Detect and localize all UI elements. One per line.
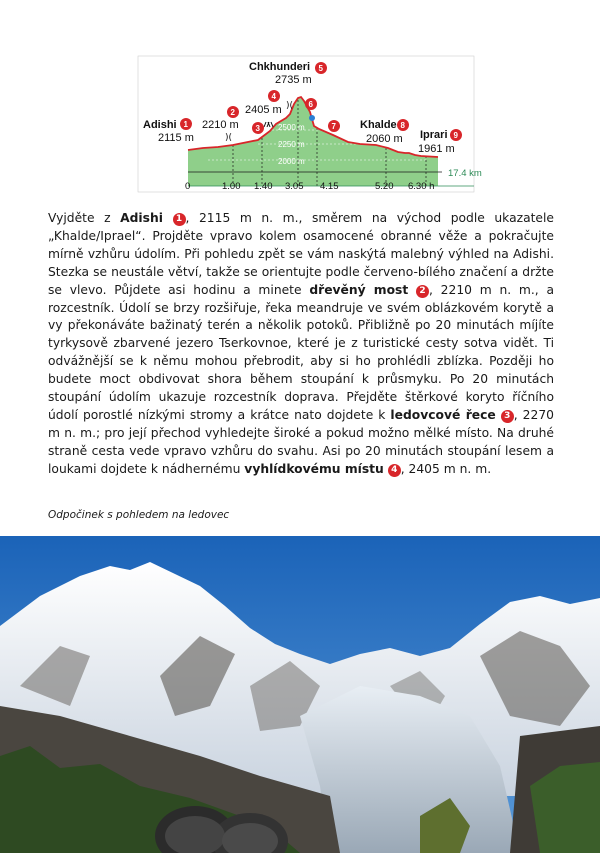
waypoint-marker bbox=[227, 106, 239, 118]
stop-name: Chkhunderi bbox=[249, 61, 311, 73]
waypoint-marker bbox=[305, 98, 317, 110]
time-tick: 0 bbox=[185, 181, 191, 192]
glacier-photo bbox=[0, 536, 600, 853]
grid-label-2000: 2000 m bbox=[278, 157, 305, 166]
svg-text:5: 5 bbox=[318, 64, 323, 73]
svg-text:7: 7 bbox=[331, 122, 336, 131]
time-tick: 5.20 bbox=[375, 181, 394, 192]
svg-text:2: 2 bbox=[230, 108, 235, 117]
waypoint-badge: 3 bbox=[501, 410, 514, 423]
waypoint-badge: 1 bbox=[173, 213, 186, 226]
waypoint-marker bbox=[397, 119, 409, 131]
time-tick: 1.00 bbox=[222, 181, 241, 192]
time-tick: 4.15 bbox=[320, 181, 339, 192]
waypoint-badge: 2 bbox=[416, 285, 429, 298]
waypoint-badge: 4 bbox=[388, 464, 401, 477]
waypoint-marker bbox=[315, 62, 327, 74]
svg-text:3: 3 bbox=[255, 124, 260, 133]
place-bridge: dřevěný most bbox=[309, 282, 409, 297]
svg-text:1: 1 bbox=[183, 120, 188, 129]
waypoint-marker bbox=[180, 118, 192, 130]
svg-text:6: 6 bbox=[308, 100, 313, 109]
stop-elevation: 2210 m bbox=[202, 119, 239, 131]
photo-caption: Odpočinek s pohledem na ledovec bbox=[48, 509, 230, 521]
place-adishi: Adishi bbox=[120, 211, 163, 225]
waypoint-marker bbox=[328, 120, 340, 132]
waypoint-marker bbox=[252, 122, 264, 134]
waypoint-marker bbox=[450, 129, 462, 141]
stop-name: Adishi bbox=[143, 119, 177, 131]
pass-icon: )( bbox=[286, 101, 294, 111]
time-tick: 1.40 bbox=[254, 181, 273, 192]
stop-name: Iprari bbox=[420, 129, 448, 141]
stop-elevation: 2115 m bbox=[158, 132, 194, 144]
svg-text:9: 9 bbox=[453, 131, 458, 140]
stop-elevation: 2060 m bbox=[366, 133, 403, 145]
distance-label: 17.4 km bbox=[448, 168, 482, 179]
bridge-icon: )( bbox=[225, 133, 233, 143]
waypoint-marker bbox=[268, 90, 280, 102]
route-description: Vyjděte z Adishi 1 , 2115 m n. m., směrem na východ podle ukazatele „Khalde/Iprael“. Projděte vpravo kolem osamocené obranné věže a pokračujte mírně vzhůru údolím. Při pohledu zpět se vám naskýtá malebný výhled na Adishi. Stezka se neustále větví, takže se orientujte podle červeno-bílého značení a držte se vlevo. Půjdete asi hodinu a minete dřevěný most 2 , 2210 m n. m., a rozcestník. Údolí se brzy rozšiřuje, řeka meandruje ve svém oblázkovém korytě a vy překonáváte bažinatý terén a několik potoků. Přibližně po 20 minutách míjíte tyrkysově zbarvené jezero Tserkovnoe, které je z turistické cesty sotva vidět. Ti odvážnější se k němu mohou přebrodit, aby si ho prohlédli zblízka. Později ho budete moct obdivovat shora během stoupání k průsmyku. Po 20 minutách stoupání údolím ukazuje rozcestník doprava. Přejděte štěrkové koryto říčního údolí porostlé nízkými stromy a krátce nato dojdete k ledovcové řece 3 , 2270 m n. m.; pro její přechod vyhledejte široké a pokud možno mělké místo. Na druhé straně cesta vede vpravo vzhůru do svahu. Asi po 20 minutách stoupání lesem a loukami dojdete k nádhernému vyhlídkovému místu 4 , 2405 m n. m. bbox=[48, 211, 554, 476]
lake-icon bbox=[309, 115, 315, 121]
svg-text:8: 8 bbox=[400, 121, 405, 130]
elevation-profile bbox=[138, 56, 482, 196]
time-tick: 6.30 h bbox=[408, 181, 435, 192]
place-viewpoint: vyhlídkovému místu bbox=[244, 461, 384, 476]
place-glacier-river: ledovcové řece bbox=[390, 407, 496, 422]
viewpoint-icon bbox=[264, 122, 273, 127]
stop-name: Khalde bbox=[360, 119, 397, 131]
stop-elevation: 2405 m bbox=[245, 104, 282, 116]
grid-label-2500: 2500 m bbox=[278, 123, 305, 132]
grid-label-2250: 2250 m bbox=[278, 140, 305, 149]
stop-elevation: 2735 m bbox=[275, 74, 312, 86]
stop-elevation: 1961 m bbox=[418, 143, 455, 155]
svg-text:4: 4 bbox=[271, 92, 276, 101]
time-tick: 3.05 bbox=[285, 181, 304, 192]
